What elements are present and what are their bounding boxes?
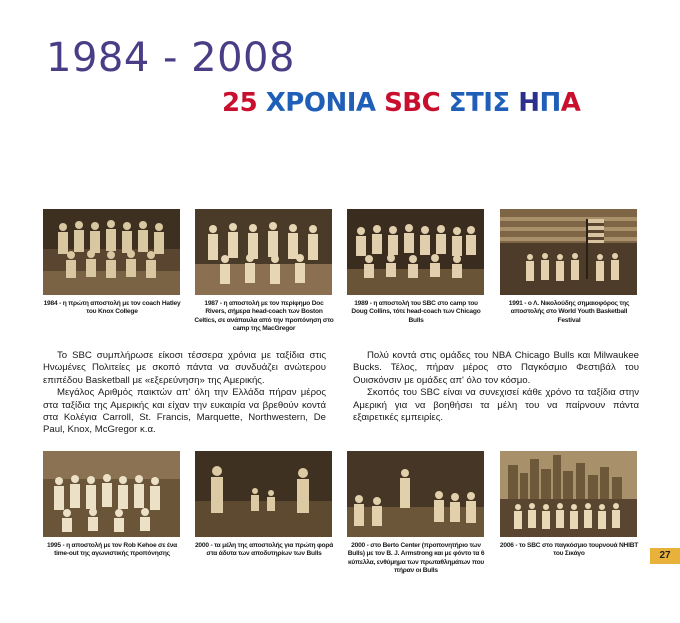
headline-years-word: ΧΡΟΝΙΑ — [265, 88, 376, 118]
body-text-left — [43, 350, 326, 437]
photo-2006-image — [500, 451, 637, 537]
headline-number: 25 — [222, 88, 258, 118]
photo-1987-doc-rivers — [195, 209, 332, 295]
photo-1987-image — [195, 209, 332, 295]
photo-1984-image — [43, 209, 180, 295]
caption-1987: 1987 - η αποστολή με τον περίφημο Doc Rivers, σήμερα head-coach των Boston Celtics, σε ανάπαυλα από την προπόνηση στο camp της MacGregor — [194, 300, 334, 333]
body-paragraph-3: Πολύ κοντά στις ομάδες του NBA Chicago Bulls και Milwaukee Bucks. Τέλος, πήραν μέρος στο Παγκόσμιο Φεστιβάλ του Ουισκόνσιν με ομάδες απ' όλο τον κόσμο. — [353, 350, 639, 386]
caption-1989: 1989 - η αποστολή του SBC στο camp του Doug Collins, τότε head-coach των Chicago Bulls — [351, 300, 481, 324]
headline-in-word: ΣΤΙΣ — [448, 88, 510, 118]
headline-usa — [518, 88, 580, 118]
headline — [222, 90, 580, 116]
headline-usa-p: Π — [539, 88, 561, 118]
photo-1989-image — [347, 209, 484, 295]
headline-usa-a: Α — [560, 88, 581, 118]
body-paragraph-4: Σκοπός του SBC είναι να συνεχισεί κάθε χρόνο τα ταξίδια στην Αμερική για να βοηθήσει τα μέλη του να παίρνουν πάντα εξαιρετικές εμπειρίες. — [353, 387, 639, 424]
photo-1995-kehoe — [43, 451, 180, 537]
photo-2006-chicago — [500, 451, 637, 537]
body-text-right — [353, 350, 639, 424]
caption-2006: 2006 - το SBC στο παγκόσμιο τουρνουά NHIBT του Σικάγο — [499, 542, 639, 558]
caption-1984: 1984 - η πρώτη αποστολή με τον coach Hatley του Knox College — [43, 300, 181, 316]
photo-1991-festival — [500, 209, 637, 295]
caption-2000-locker: 2000 - τα μέλη της αποστολής για πρώτη φορά στα άδυτα των αποδυτηρίων των Bulls — [194, 542, 334, 558]
photo-2000-locker-image — [195, 451, 332, 537]
headline-usa-h: Η — [518, 88, 540, 118]
body-paragraph-1: Το SBC συμπλήρωσε είκοσι τέσσερα χρόνια με ταξίδια στις Ηνωμένες Πολιτείες με σκοπό πάντα να συνδυάζει ανώτερου επιπέδου Basketball με «εξερεύνηση» της Αμερικής. — [43, 350, 326, 386]
photo-1989-collins-camp — [347, 209, 484, 295]
photo-2000-berto-center — [347, 451, 484, 537]
photo-1984-team — [43, 209, 180, 295]
years-title: 1984 - 2008 — [46, 35, 295, 81]
caption-2000-berto: 2000 - στο Berto Center (προπονητήριο των Bulls) με τον B. J. Armstrong και με φόντο τα 6 κύπελλα, ενθύμημα των πρωταθλημάτων που πήραν οι Bulls — [347, 542, 485, 575]
photo-1991-image — [500, 209, 637, 295]
caption-1991: 1991 - ο Λ. Νικολούδης σημαιοφόρος της αποστολής στο World Youth Basketball Festival — [508, 300, 630, 324]
photo-1995-image — [43, 451, 180, 537]
photo-2000-berto-image — [347, 451, 484, 537]
body-paragraph-2: Μεγάλος Αριθμός παικτών απ' όλη την Ελλάδα πήραν μέρος στα ταξίδια της Αμερικής και είχαν την ευκαιρία να βρεθούν κοντά στα Κολέγια Carroll, St. Francis, Marquette, Northwestern, De Paul, Knox, McGregor κ.α. — [43, 387, 326, 436]
headline-sbc: SBC — [384, 88, 441, 118]
page-number: 27 — [650, 548, 680, 564]
photo-2000-locker-room — [195, 451, 332, 537]
caption-1995: 1995 - η αποστολή με τον Rob Kehoe σε ένα time-out της αγωνιστικής προπόνησης — [46, 542, 178, 558]
